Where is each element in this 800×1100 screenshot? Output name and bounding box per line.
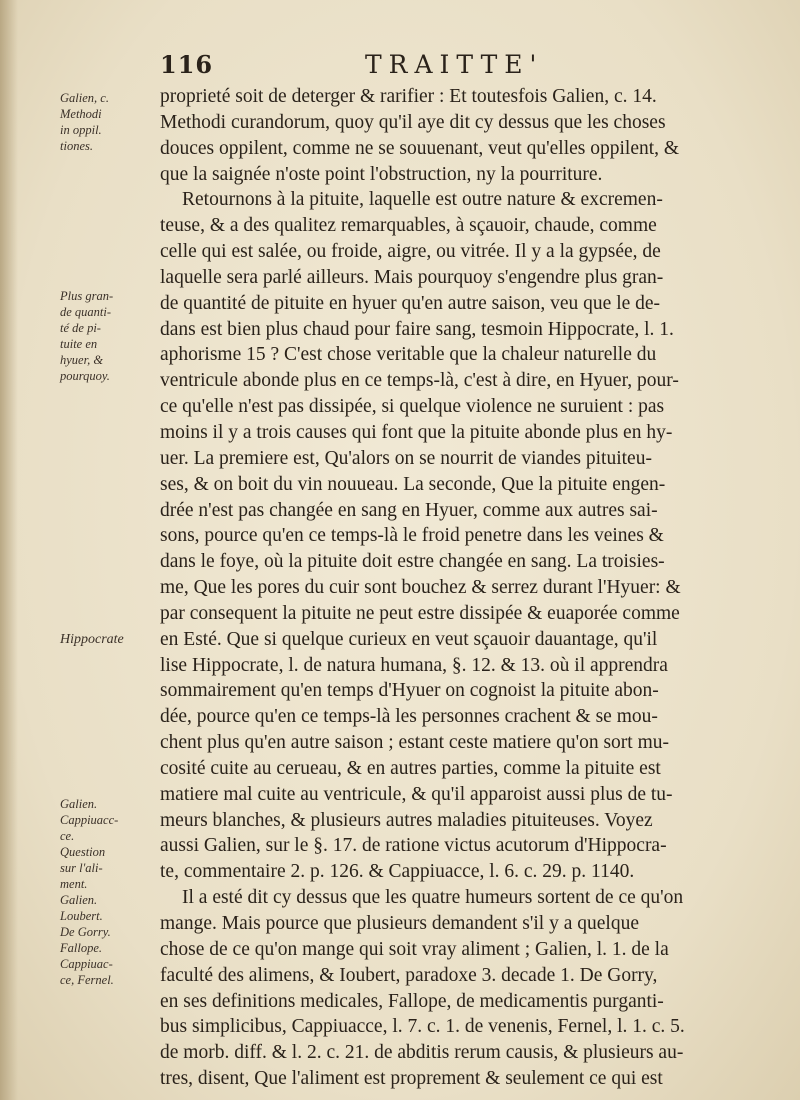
page-number: 116 [160, 50, 214, 79]
margin-note-line: Galien. [60, 893, 98, 907]
margin-note-line: Fallope. [60, 941, 103, 955]
margin-note-line: Galien, c. [60, 91, 109, 105]
margin-note-line: té de pi- [60, 321, 101, 335]
margin-note-line: hyuer, & [60, 353, 104, 367]
text-line: ventricule abonde plus en ce temps-là, c'est à dire, en Hyuer, pour- [160, 370, 679, 392]
page-gutter-shadow [0, 0, 18, 1100]
text-line: que la saignée n'oste point l'obstruction, ny la pourriture. [160, 163, 603, 185]
text-line: dée, pource qu'en ce temps-là les personnes crachent & se mou- [160, 706, 658, 728]
margin-note-line: Plus gran- [60, 289, 114, 303]
text-line: par consequent la pituite ne peut estre dissipée & euaporée comme [160, 602, 680, 624]
page-header [160, 50, 770, 82]
text-line: mange. Mais pource que plusieurs demandent s'il y a quelque [160, 913, 639, 934]
margin-note-hippocrate [60, 632, 156, 648]
text-line: Methodi curandorum, quoy qu'il aye dit cy dessus que les choses [160, 111, 666, 133]
text-line: aphorisme 15 ? C'est chose veritable que la chaleur naturelle du [160, 344, 657, 366]
text-line: chent plus qu'en autre saison ; estant ceste matiere qu'on sort mu- [160, 732, 670, 754]
text-line: ses, & on boit du vin nouueau. La seconde, Que la pituite engen- [160, 473, 666, 495]
text-line: en Esté. Que si quelque curieux en veut sçauoir dauantage, qu'il [160, 628, 658, 650]
main-text-block [160, 84, 740, 1092]
text-line: celle qui est salée, ou froide, aigre, ou vitrée. Il y a la gypsée, de [160, 241, 661, 263]
text-line: sommairement qu'en temps d'Hyuer on cognoist la pituite abon- [160, 680, 659, 702]
text-line: bus simplicibus, Cappiuacce, l. 7. c. 1. de venenis, Fernel, l. 1. c. 5. [160, 1016, 685, 1038]
text-line: ce qu'elle n'est pas dissipée, si quelque violence ne suruient : pas [160, 396, 665, 418]
margin-note-aliment [60, 796, 156, 988]
margin-note-line: ce, Fernel. [60, 973, 114, 987]
margin-note-line: Cappiuac- [60, 957, 113, 971]
text-line: dans est bien plus chaud pour faire sang, tesmoin Hippocrate, l. 1. [160, 318, 674, 340]
text-line: Il a esté dit cy dessus que les quatre humeurs sortent de ce qu'on [182, 887, 684, 909]
margin-note-line: sur l'ali- [60, 861, 103, 875]
margin-note-line: Question [60, 845, 106, 859]
text-line: de morb. diff. & l. 2. c. 21. de abditis rerum causis, & plusieurs au- [160, 1042, 684, 1064]
text-line: proprieté soit de deterger & rarifier : Et toutesfois Galien, c. 14. [160, 86, 657, 107]
text-line: laquelle sera parlé ailleurs. Mais pourquoy s'engendre plus gran- [160, 266, 664, 288]
margin-note-line: Loubert. [60, 909, 103, 923]
margin-note-line: de quanti- [60, 305, 112, 319]
text-line: tres, disent, Que l'aliment est proprement & seulement ce qui est [160, 1068, 663, 1090]
margin-note-line: tuite en [60, 337, 98, 351]
text-line: moins il y a trois causes qui font que la pituite abonde plus en hy- [160, 421, 673, 443]
margin-note-line: Methodi [60, 107, 102, 121]
margin-note-line: Hippocrate [60, 632, 124, 647]
margin-note-line: ce. [60, 829, 75, 843]
margin-note-line: ment. [60, 877, 88, 891]
margin-note-line: pourquoy. [60, 369, 110, 383]
text-line: de quantité de pituite en hyuer qu'en autre saison, veu que le de- [160, 292, 661, 314]
text-line: dans le foye, où la pituite doit estre changée en sang. La troisies- [160, 551, 665, 573]
text-line: faculté des alimens, & Ioubert, paradoxe 3. decade 1. De Gorry, [160, 964, 658, 986]
text-line: teuse, & a des qualitez remarquables, à sçauoir, chaude, comme [160, 215, 657, 237]
text-line: chose de ce qu'on mange qui soit vray aliment ; Galien, l. 1. de la [160, 938, 669, 960]
text-line: douces oppilent, comme ne se souuenant, veut qu'elles oppilent, & [160, 137, 680, 159]
margin-note-pituite-hyuer [60, 288, 156, 384]
margin-note-line: De Gorry. [60, 925, 111, 939]
text-line: te, commentaire 2. p. 126. & Cappiuacce, l. 6. c. 29. p. 1140. [160, 861, 635, 883]
running-title: TRAITTE' [365, 50, 544, 79]
margin-note-line: tiones. [60, 139, 93, 153]
text-line: drée n'est pas changée en sang en Hyuer, comme aux autres sai- [160, 499, 658, 521]
margin-note-line: Galien. [60, 797, 98, 811]
margin-note-line: Cappiuacc- [60, 813, 119, 827]
text-line: meurs blanches, & plusieurs autres maladies pituiteuses. Voyez [160, 809, 653, 831]
text-line: aussi Galien, sur le §. 17. de ratione victus acutorum d'Hippocra- [160, 835, 667, 857]
text-line: cosité cuite au cerueau, & en autres parties, comme la pituite est [160, 757, 661, 779]
text-line: en ses definitions medicales, Fallope, de medicamentis purganti- [160, 990, 664, 1012]
text-line: lise Hippocrate, l. de natura humana, §. 12. & 13. où il apprendra [160, 654, 668, 676]
text-line: me, Que les pores du cuir sont bouchez & serrez durant l'Hyuer: & [160, 577, 681, 599]
text-line: uer. La premiere est, Qu'alors on se nourrit de viandes pituiteu- [160, 447, 652, 469]
margin-note-line: in oppil. [60, 123, 102, 137]
margin-note-galien [60, 90, 156, 154]
text-line: matiere mal cuite au ventricule, & qu'il apparoist aussi plus de tu- [160, 783, 673, 805]
text-line: sons, pource qu'en ce temps-là le froid penetre dans les veines & [160, 525, 664, 547]
text-line: Retournons à la pituite, laquelle est outre nature & excremen- [182, 189, 663, 211]
